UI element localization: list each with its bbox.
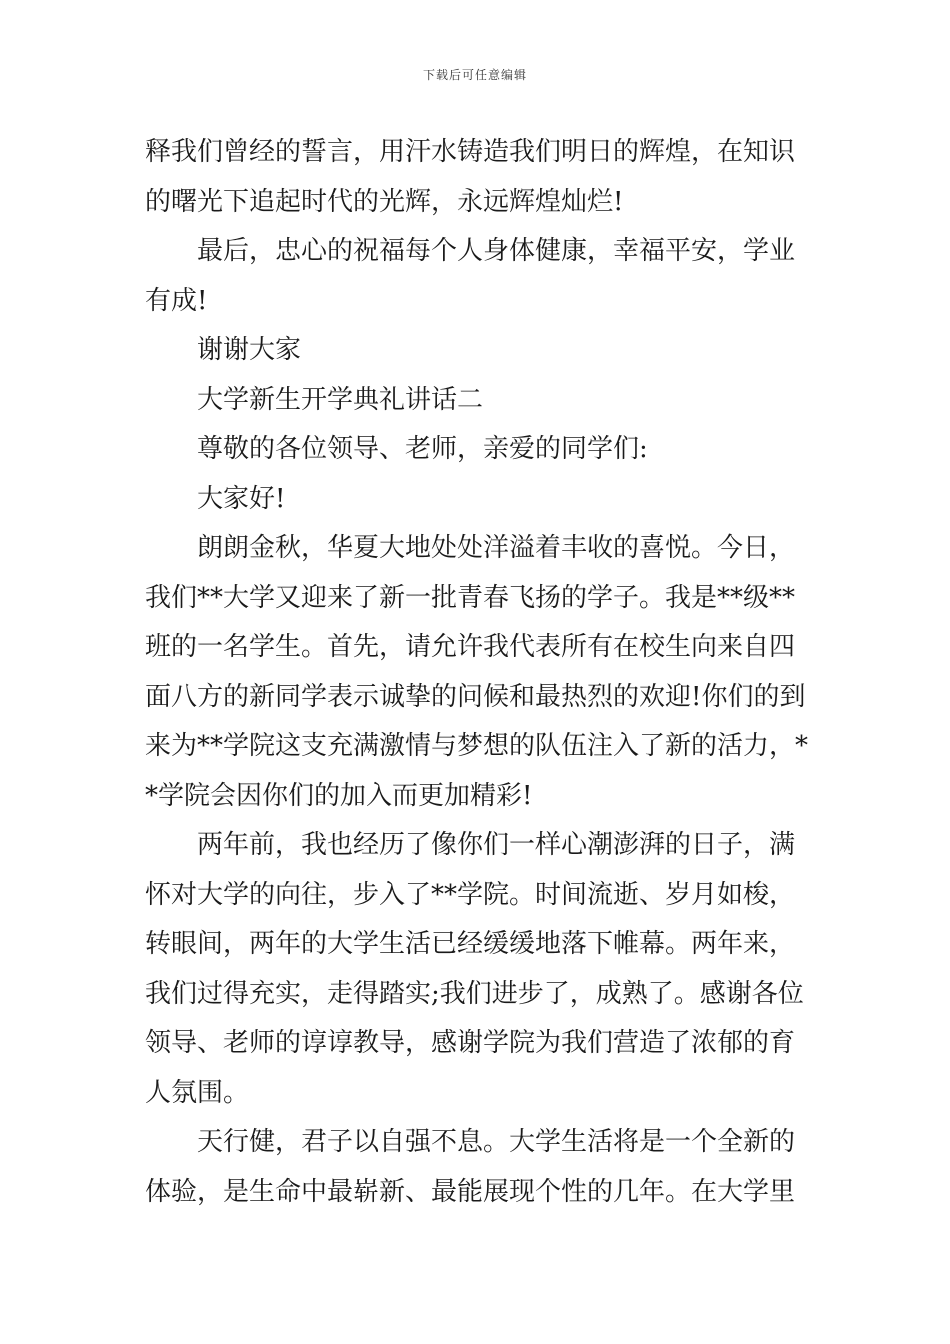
page-header: 下载后可任意编辑	[422, 68, 527, 82]
text-line: 转眼间，两年的大学生活已经缓缓地落下帷幕。两年来，	[145, 929, 796, 959]
text-line: 尊敬的各位领导、老师，亲爱的同学们:	[197, 434, 648, 464]
text-line: 两年前，我也经历了像你们一样心潮澎湃的日子，满	[197, 830, 796, 860]
text-line: 我们**大学又迎来了新一批青春飞扬的学子。我是**级**	[145, 582, 796, 613]
text-line: 天行健，君子以自强不息。大学生活将是一个全新的	[197, 1127, 796, 1157]
text-line: 我们过得充实，走得踏实;我们进步了，成熟了。感谢各位	[145, 978, 804, 1009]
text-line: 班的一名学生。首先，请允许我代表所有在校生向来自四	[145, 632, 796, 662]
text-line: 大学新生开学典礼讲话二	[197, 384, 484, 415]
document-body	[145, 128, 810, 1217]
text-line: 面八方的新同学表示诚挚的问候和最热烈的欢迎!你们的到	[145, 681, 806, 712]
text-line: 有成!	[145, 285, 208, 316]
text-line: 人氛围。	[145, 1077, 250, 1108]
text-line: 的曙光下追起时代的光辉，永远辉煌灿烂!	[145, 186, 624, 217]
text-line: 怀对大学的向往，步入了**学院。时间流逝、岁月如梭，	[145, 879, 796, 910]
text-line: 来为**学院这支充满激情与梦想的队伍注入了新的活力，*	[145, 731, 809, 761]
text-line: 释我们曾经的誓言，用汗水铸造我们明日的辉煌，在知识	[145, 137, 796, 167]
text-line: 领导、老师的谆谆教导，感谢学院为我们营造了浓郁的育	[145, 1028, 796, 1058]
text-line: 大家好!	[197, 483, 286, 514]
text-line: 谢谢大家	[197, 335, 302, 365]
text-line: 朗朗金秋，华夏大地处处洋溢着丰收的喜悦。今日，	[197, 533, 796, 563]
text-line: 最后，忠心的祝福每个人身体健康，幸福平安，学业	[197, 236, 796, 266]
text-line: 体验，是生命中最崭新、最能展现个性的几年。在大学里	[145, 1176, 796, 1207]
text-line: *学院会因你们的加入而更加精彩!	[145, 780, 533, 811]
